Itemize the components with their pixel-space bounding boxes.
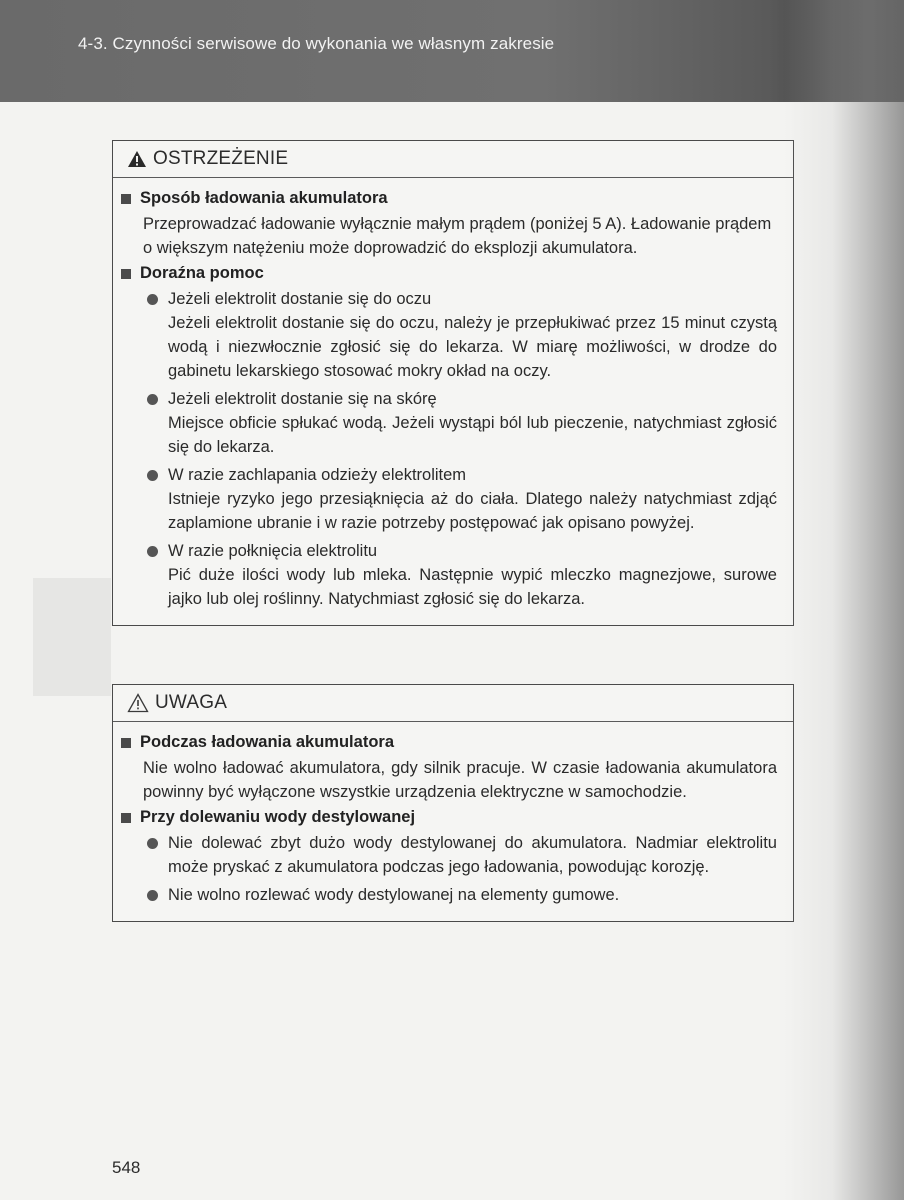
warning-box [112, 140, 794, 626]
list-item [121, 539, 777, 611]
square-bullet-icon [121, 194, 131, 204]
list-item-text: Nie dolewać zbyt dużo wody destylowanej do akumulatora. Nadmiar elektrolitu może pryskać z akumulatora podczas jego ładowania, powodując korozję. [168, 834, 777, 876]
list-item-text: Istnieje ryzyko jego przesiąknięcia aż do ciała. Dlatego należy natychmiast zdjąć zaplamione ubranie i w razie potrzeby postępować jak opisano powyżej. [168, 490, 777, 532]
section-heading [121, 808, 777, 827]
section-heading-text: Podczas ładowania akumulatora [140, 733, 394, 751]
list-item-text: Jeżeli elektrolit dostanie się do oczu, należy je przepłukiwać przez 15 minut czystą wodą i niezwłocznie zgłosić się do lekarza. W miarę możliwości, w drodze do gabinetu lekarskiego stosować mokry okład na oczy. [168, 314, 777, 380]
warning-triangle-icon [127, 150, 147, 168]
warning-box-header [113, 141, 793, 178]
round-bullet-icon [147, 394, 158, 405]
square-bullet-icon [121, 738, 131, 748]
round-bullet-icon [147, 546, 158, 557]
list-item-title: Jeżeli elektrolit dostanie się do oczu [168, 290, 432, 308]
round-bullet-icon [147, 294, 158, 305]
list-item [121, 883, 777, 907]
caution-box-body [113, 722, 793, 921]
list-item-text: Nie wolno rozlewać wody destylowanej na elementy gumowe. [168, 886, 620, 904]
list-item-text: Miejsce obficie spłukać wodą. Jeżeli wystąpi ból lub pieczenie, natychmiast zgłosić się do lekarza. [168, 414, 777, 456]
warning-label: OSTRZEŻENIE [153, 148, 289, 169]
list-item [121, 463, 777, 535]
section-heading [121, 189, 777, 208]
square-bullet-icon [121, 813, 131, 823]
caution-box-header [113, 685, 793, 722]
section-paragraph: Nie wolno ładować akumulatora, gdy silnik pracuje. W czasie ładowania akumulatora powinny być wyłączone wszystkie urządzenia elektryczne w samochodzie. [143, 759, 777, 801]
caution-box [112, 684, 794, 922]
binding-shadow [784, 0, 904, 1200]
warning-box-body [113, 178, 793, 625]
list-item-title: W razie zachlapania odzieży elektrolitem [168, 466, 467, 484]
section-heading-text: Przy dolewaniu wody destylowanej [140, 808, 416, 826]
list-item [121, 387, 777, 459]
caution-label: UWAGA [155, 692, 228, 713]
section-heading [121, 733, 777, 752]
list-item [121, 831, 777, 879]
caution-triangle-icon [127, 693, 149, 713]
round-bullet-icon [147, 890, 158, 901]
list-item-title: W razie połknięcia elektrolitu [168, 542, 378, 560]
section-title: 4-3. Czynności serwisowe do wykonania we własnym zakresie [78, 34, 555, 53]
square-bullet-icon [121, 269, 131, 279]
round-bullet-icon [147, 470, 158, 481]
side-tab-marker [33, 578, 111, 696]
section-heading-text: Doraźna pomoc [140, 264, 264, 282]
round-bullet-icon [147, 838, 158, 849]
list-item-title: Jeżeli elektrolit dostanie się na skórę [168, 390, 437, 408]
header-band [0, 0, 904, 102]
page-number: 548 [112, 1158, 141, 1177]
section-heading [121, 264, 777, 283]
section-paragraph: Przeprowadzać ładowanie wyłącznie małym prądem (poniżej 5 A). Ładowanie prądem o większym natężeniu może doprowadzić do eksplozji akumulatora. [143, 215, 772, 257]
list-item-text: Pić duże ilości wody lub mleka. Następnie wypić mleczko magnezjowe, surowe jajko lub olej roślinny. Natychmiast zgłosić się do lekarza. [168, 566, 777, 608]
list-item [121, 287, 777, 383]
section-heading-text: Sposób ładowania akumulatora [140, 189, 388, 207]
